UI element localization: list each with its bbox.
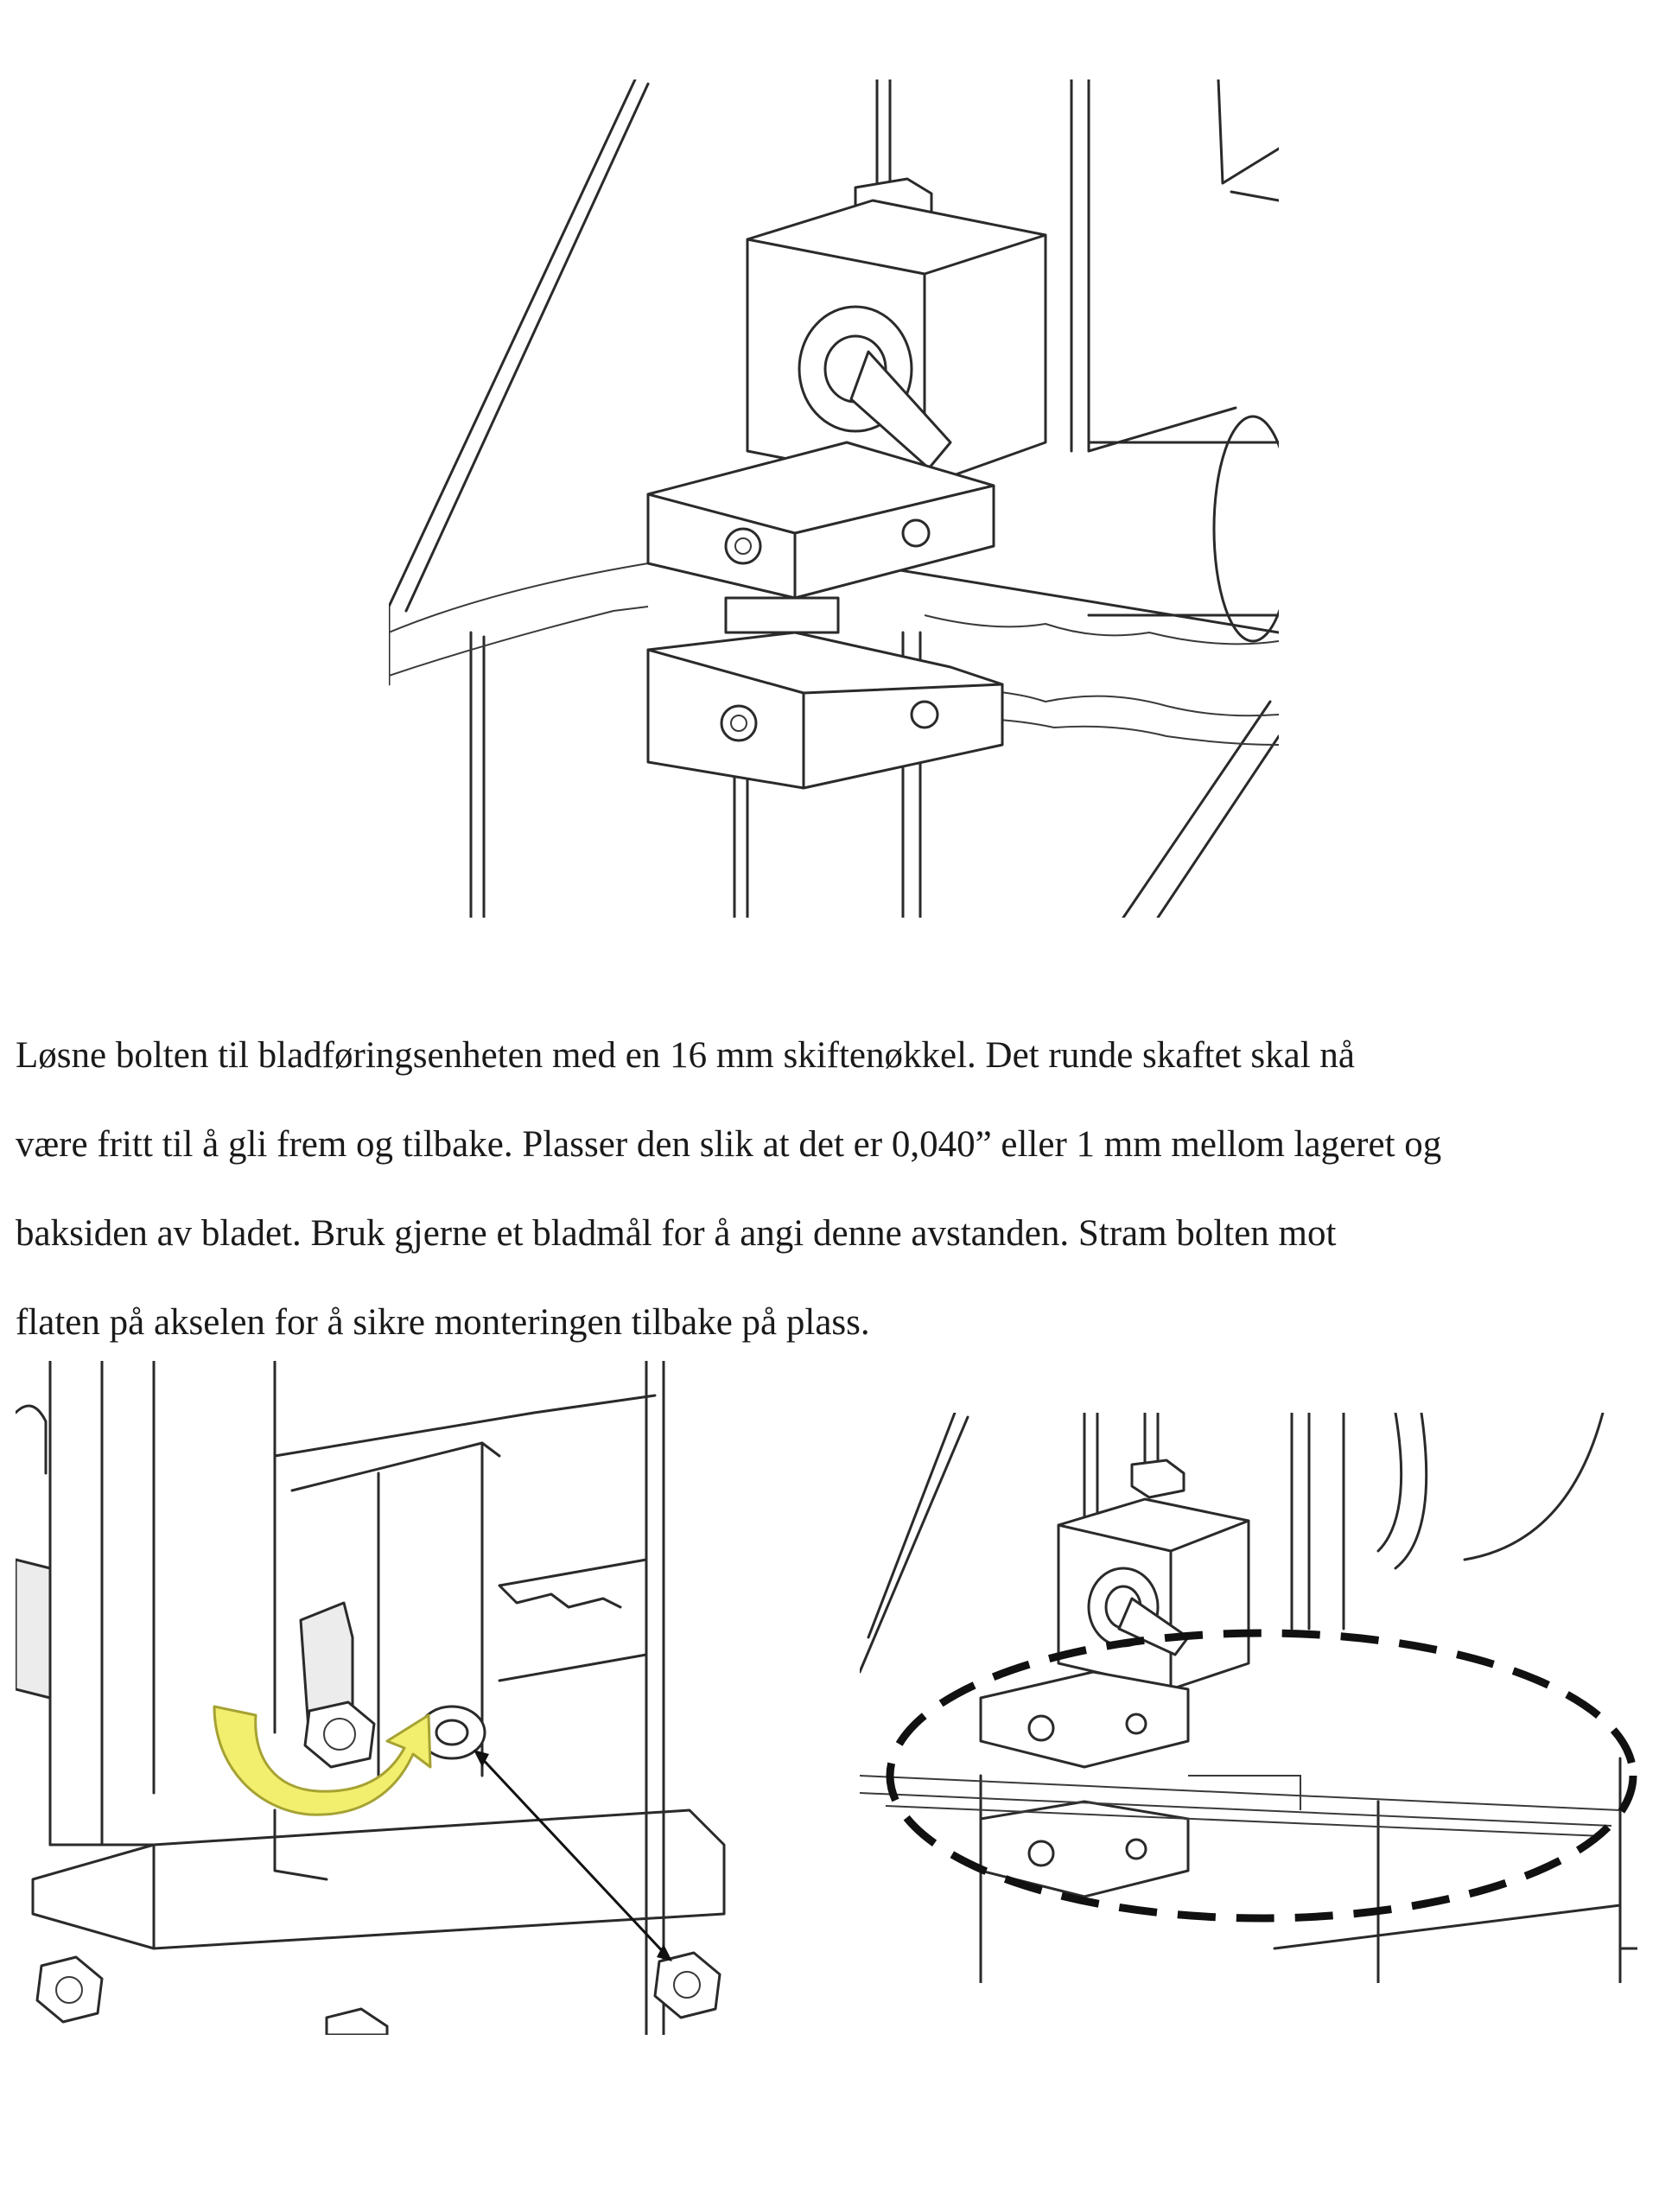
- blade-guide-callout-illustration: [860, 1413, 1637, 1983]
- paragraph-line: være fritt til å gli frem og tilbake. Plasser den slik at det er 0,040” eller 1 mm mellom lageret og: [16, 1124, 1442, 1165]
- bearing-block-lower: [648, 632, 1002, 788]
- paragraph-line: flaten på akselen for å sikre monteringen tilbake på plass.: [16, 1302, 870, 1343]
- paragraph-line: Løsne bolten til bladføringsenheten med en 16 mm skiftenøkkel. Det runde skaftet skal nå: [16, 1035, 1355, 1076]
- rear-column: [1292, 1413, 1344, 1629]
- left-post: [471, 632, 484, 918]
- paragraph-line: baksiden av bladet. Bruk gjerne et bladmål for å angi denne avstanden. Stram bolten mot: [16, 1213, 1337, 1254]
- hex-bolt: [305, 1702, 374, 1767]
- frame-plate-edge: [389, 79, 648, 611]
- right-frame-rail: [646, 1361, 664, 2035]
- blade-guide-assembly-illustration: [389, 79, 1279, 918]
- adjust-rod: [877, 79, 890, 183]
- bearing-block-upper: [981, 1672, 1188, 1767]
- wheel-hub: [1214, 416, 1279, 641]
- base-plate: [33, 1810, 724, 1948]
- base-nut-left: [37, 1957, 102, 2022]
- instruction-paragraph: [16, 1011, 1649, 1367]
- right-column: [1071, 79, 1089, 451]
- guide-bolt-illustration: [16, 1361, 750, 2035]
- hex-nut: [1132, 1460, 1184, 1497]
- saw-blade: [860, 1776, 1620, 1836]
